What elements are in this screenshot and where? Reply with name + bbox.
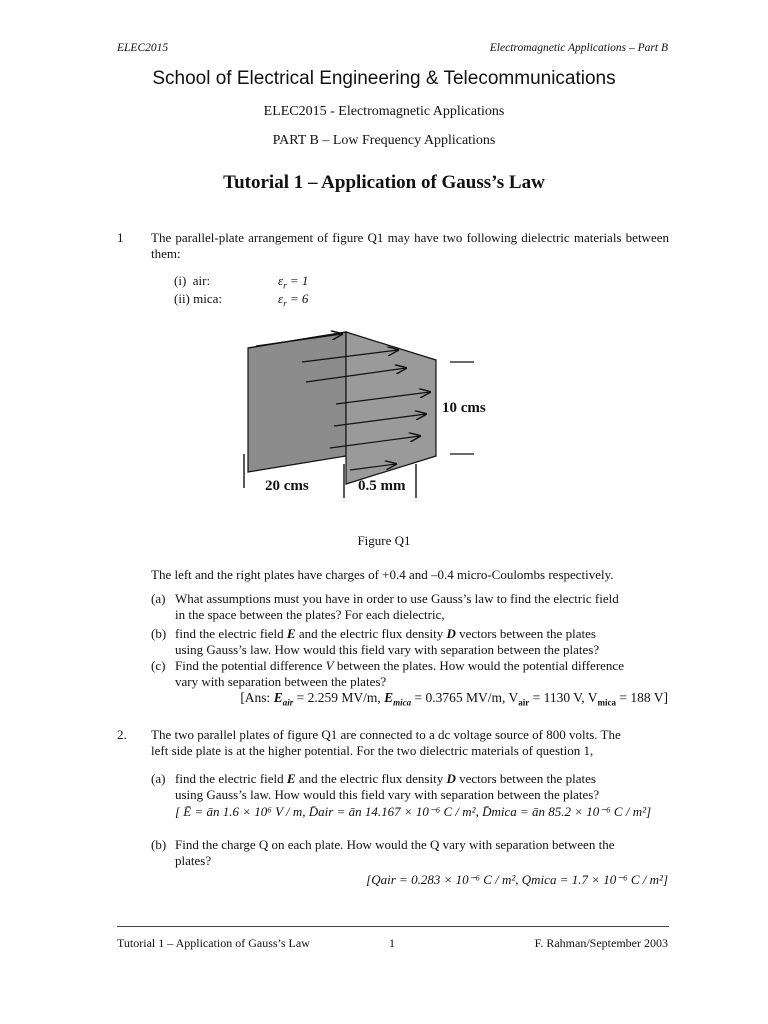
page-number: 1 xyxy=(389,936,395,950)
q1b-text: find the electric field E and the electric flux density D vectors between the plates using Gauss’s law. How would this field vary with separation between the plates? xyxy=(175,626,600,657)
material-air-eps: $\varepsilon_r = 1$ xyxy=(278,273,309,291)
header-left: ELEC2015 xyxy=(117,42,169,54)
material-mica: (ii) mica: xyxy=(174,291,223,306)
q2-intro: The two parallel plates of figure Q1 are connected to a dc voltage source of 800 volts. The left side plate is at the higher potential. For the two dielectric materials of question 1, xyxy=(151,727,621,758)
q2b-answer: [Qair = 0.283 × 10⁻⁶ C / m², Qmica = 1.7 × 10⁻⁶ C / m²] xyxy=(366,872,668,887)
q1c-label: (c) xyxy=(151,658,166,673)
q1-answer: [Ans: $E_{air} = 2.259$ MV/m, $E_{mica} = 0.3765$ MV/m, $V_{air} = 1130$ V, $V_{mica} = 188$ V] xyxy=(240,690,668,708)
q1b-label: (b) xyxy=(151,626,167,641)
left-plate xyxy=(248,332,346,472)
q2b-text: Find the charge Q on each plate. How would the Q vary with separation between the plates? xyxy=(175,837,615,868)
figure-caption: Figure Q1 xyxy=(357,533,411,548)
q1-charges: The left and the right plates have charges of +0.4 and –0.4 micro-Coulombs respectively. xyxy=(151,567,614,582)
q1a-text: What assumptions must you have in order to use Gauss’s law to find the electric field in the space between the plates? For each dielectric, xyxy=(175,591,619,622)
course-title: ELEC2015 - Electromagnetic Applications xyxy=(263,104,505,119)
label-gap: 0.5 mm xyxy=(358,478,406,494)
part-title: PART B – Low Frequency Applications xyxy=(272,133,496,148)
q2a-text: find the electric field E and the electric flux density D vectors between the plates using Gauss’s law. How would this field vary with separation between the plates? xyxy=(175,771,600,802)
material-mica-eps: $\varepsilon_r = 6$ xyxy=(278,291,309,309)
q1-intro: The parallel-plate arrangement of figure Q1 may have two following dielectric materials between them: xyxy=(151,230,669,261)
q1-number: 1 xyxy=(117,230,124,245)
label-height: 10 cms xyxy=(442,400,486,416)
q1c-text: Find the potential difference V between the plates. How would the potential difference vary with separation between the plates? xyxy=(175,658,624,689)
footer-left: Tutorial 1 – Application of Gauss’s Law xyxy=(117,936,310,950)
footer-rule xyxy=(117,926,669,927)
school-name: School of Electrical Engineering & Telecommunications xyxy=(152,68,616,89)
q2-number: 2. xyxy=(117,727,127,742)
q2a-answer: [ Ē = ān 1.6 × 10⁶ V / m, D̄air = ān 14.167 × 10⁻⁶ C / m², D̄mica = ān 85.2 × 10⁻⁶ C / m²] xyxy=(175,804,652,819)
page-title: Tutorial 1 – Application of Gauss’s Law xyxy=(223,172,545,193)
label-width: 20 cms xyxy=(265,478,309,494)
header-right: Electromagnetic Applications – Part B xyxy=(489,42,668,54)
q1a-label: (a) xyxy=(151,591,166,606)
q2b-label: (b) xyxy=(151,837,167,852)
footer-right: F. Rahman/September 2003 xyxy=(534,936,668,950)
material-air: (i) air: xyxy=(174,273,211,288)
q2a-label: (a) xyxy=(151,771,166,786)
